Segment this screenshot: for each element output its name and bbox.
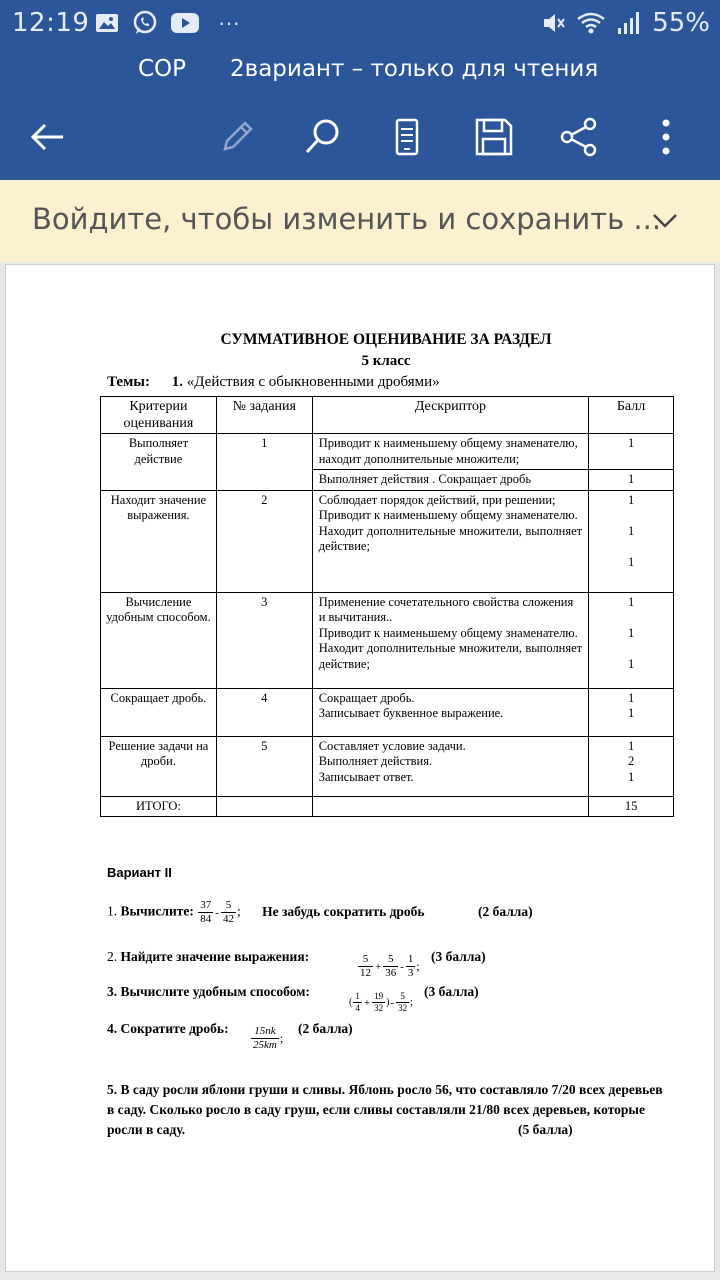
save-icon — [474, 117, 514, 157]
points-value: 1 — [627, 554, 635, 569]
fraction-numerator: 5 — [383, 953, 398, 967]
banner-text: Войдите, чтобы изменить и сохранить ... — [32, 202, 662, 236]
total-points: 15 — [589, 796, 674, 817]
total-empty-cell — [216, 796, 312, 817]
descriptor-line: Записывает ответ. — [318, 769, 414, 784]
document-page[interactable] — [5, 264, 715, 1272]
question-4-label: 4. Сократите дробь: — [107, 1021, 229, 1036]
whatsapp-icon — [132, 10, 158, 36]
criterion-cell: Сокращает дробь. — [101, 688, 217, 736]
points-value: 1 — [627, 492, 635, 507]
descriptor-cell — [312, 490, 588, 592]
expression-2 — [357, 953, 420, 980]
points-value: 1 — [627, 523, 635, 538]
operator: - — [390, 996, 395, 1009]
header-criteria: Критерии оценивания — [101, 397, 217, 434]
table-row — [101, 490, 674, 592]
fraction-denominator: 84 — [200, 913, 212, 925]
variant-heading: Вариант II — [107, 865, 172, 880]
descriptor-cell: Приводит к наименьшему общему знаменателю, находит дополнительные множители; — [312, 434, 588, 470]
fraction-numerator: 5 — [396, 991, 409, 1003]
operator: - — [215, 906, 219, 919]
fraction-numerator: 1 — [355, 991, 360, 1001]
punctuation: ; — [416, 959, 420, 973]
fraction — [198, 899, 213, 926]
descriptor-line: Сокращает дробь. — [318, 690, 415, 705]
more-icon — [646, 117, 686, 157]
task-cell: 2 — [216, 490, 312, 592]
fraction-denominator: 42 — [222, 913, 234, 925]
question-label: Вычислите: — [120, 903, 194, 919]
header-points: Балл — [589, 397, 674, 434]
fraction-numerator: 19 — [374, 991, 384, 1001]
table-row — [101, 688, 674, 736]
fraction-denominator: 32 — [374, 1003, 384, 1013]
points-cell — [589, 592, 674, 688]
fraction-denominator: 4 — [355, 1003, 360, 1013]
criterion-cell: Вычисление удобным способом. — [101, 592, 217, 688]
total-label: ИТОГО: — [101, 796, 217, 817]
punctuation: ; — [279, 1031, 284, 1045]
descriptor-line: Выполняет действия. — [318, 754, 433, 768]
fraction-numerator: 5 — [221, 899, 236, 913]
question-3-label: 3. Вычислите удобным способом: — [107, 984, 310, 999]
fraction — [406, 953, 416, 980]
criteria-table — [100, 396, 674, 817]
fraction — [396, 991, 409, 1014]
descriptor-cell: Выполняет действия . Сокращает дробь — [312, 470, 588, 491]
punctuation: ; — [236, 903, 241, 919]
table-header-row — [101, 397, 674, 434]
descriptor-line: Применение сочетательного свойства сложения и вычитания.. — [318, 594, 574, 624]
fraction — [358, 953, 373, 980]
fraction-denominator: 3 — [407, 967, 414, 979]
question-5 — [107, 1080, 667, 1140]
status-bar — [0, 0, 720, 48]
total-empty-cell — [312, 796, 588, 817]
criterion-cell: Находит значение выражения. — [101, 490, 217, 592]
fraction-numerator: 37 — [200, 899, 212, 911]
share-button[interactable] — [554, 112, 604, 162]
operator: - — [400, 960, 404, 973]
document-title: 2вариант – только для чтения — [230, 56, 599, 82]
back-arrow-icon — [27, 117, 67, 157]
topics-number: 1. — [171, 374, 184, 390]
more-button[interactable] — [641, 112, 691, 162]
criterion-cell: Выполняет действие — [101, 434, 217, 491]
criterion-cell: Решение задачи на дроби. — [101, 736, 217, 796]
question-points: (2 балла) — [477, 903, 533, 919]
table-row — [101, 592, 674, 688]
signal-icon — [616, 10, 642, 36]
fraction-denominator: 32 — [398, 1003, 408, 1013]
points-value: 1 — [627, 625, 635, 640]
paren: ( — [349, 997, 353, 1008]
task-cell: 3 — [216, 592, 312, 688]
topics-line — [107, 374, 440, 391]
battery-level: 55% — [652, 8, 710, 38]
question-number: 1. — [107, 903, 118, 919]
points-cell — [589, 736, 674, 796]
points-value: 1 — [627, 656, 635, 671]
edit-pencil-icon — [217, 117, 257, 157]
question-1 — [107, 899, 533, 926]
fraction — [251, 1025, 279, 1052]
question-number: 2. — [107, 949, 118, 964]
descriptor-line: Составляет условие задачи. — [318, 738, 466, 753]
table-row — [101, 736, 674, 796]
fraction-numerator: 5 — [358, 953, 373, 967]
fraction-denominator: 25km — [253, 1039, 277, 1051]
points-value: 1 — [627, 769, 635, 784]
edit-button[interactable] — [212, 112, 262, 162]
total-row — [101, 796, 674, 817]
expression-4 — [250, 1025, 283, 1052]
operator: + — [375, 960, 382, 973]
fraction — [221, 899, 236, 926]
points-value: 1 — [627, 738, 635, 753]
youtube-icon — [170, 11, 200, 35]
status-time: 12:19 — [12, 8, 90, 38]
descriptor-cell — [312, 736, 588, 796]
back-button[interactable] — [22, 112, 72, 162]
question-label: Найдите значение выражения: — [120, 949, 310, 964]
title-bar — [0, 48, 720, 94]
descriptor-cell — [312, 688, 588, 736]
status-right — [540, 8, 710, 38]
descriptor-line: Соблюдает порядок действий, при решении; — [318, 492, 556, 507]
grade-heading: 5 класс — [361, 353, 411, 369]
expression-3 — [349, 991, 413, 1014]
folder-label: СОР — [138, 56, 187, 82]
question-note: Не забудь сократить дробь — [262, 903, 425, 919]
mute-icon — [540, 10, 566, 36]
fraction-denominator: 12 — [360, 967, 371, 979]
points-value: 1 — [627, 594, 635, 609]
paren: ) — [386, 997, 390, 1008]
search-button[interactable] — [298, 112, 348, 162]
fraction-numerator: 1 — [407, 953, 414, 965]
points-cell — [589, 490, 674, 592]
fraction — [383, 953, 398, 980]
header-task-number: № задания — [216, 397, 312, 434]
topics-text: «Действия с обыкновенными дробями» — [186, 374, 440, 390]
points-cell: 1 — [589, 434, 674, 470]
question-2 — [107, 949, 309, 965]
sign-in-banner[interactable] — [0, 180, 720, 262]
header-descriptor: Дескриптор — [312, 397, 588, 434]
task-cell: 5 — [216, 736, 312, 796]
topics-label: Темы: — [107, 374, 151, 390]
descriptor-line: Находит дополнительные множители, выполняет действие; — [318, 641, 583, 671]
table-row — [101, 434, 674, 470]
points-value: 2 — [627, 754, 635, 768]
wifi-icon — [576, 10, 606, 36]
toolbar — [0, 94, 720, 180]
points-cell: 1 — [589, 470, 674, 491]
operator: + — [363, 996, 371, 1009]
question-points: (3 балла) — [424, 984, 479, 999]
share-icon — [559, 117, 599, 157]
notification-icons — [94, 10, 240, 36]
chevron-down-icon[interactable] — [650, 206, 680, 236]
fraction — [372, 991, 385, 1014]
reading-view-icon — [387, 117, 427, 157]
points-value: 1 — [627, 690, 635, 705]
more-notifications: ··· — [218, 10, 240, 35]
points-cell — [589, 688, 674, 736]
gallery-icon — [94, 11, 120, 35]
points-value: 1 — [627, 706, 635, 720]
document-heading: СУММАТИВНОЕ ОЦЕНИВАНИЕ ЗА РАЗДЕЛ — [220, 331, 552, 348]
fraction — [353, 991, 362, 1014]
descriptor-line: Приводит к наименьшему общему знаменателю. — [318, 625, 578, 640]
descriptor-line: Записывает буквенное выражение. — [318, 706, 504, 720]
search-icon — [303, 117, 343, 157]
save-button[interactable] — [469, 112, 519, 162]
descriptor-line: Находит дополнительные множители, выполняет действие; — [318, 523, 583, 553]
punctuation: ; — [410, 997, 413, 1008]
task-cell: 4 — [216, 688, 312, 736]
descriptor-cell — [312, 592, 588, 688]
question-5-text: 5. В саду росли яблони груши и сливы. Яблонь росло 56, что составляло 7/20 всех деревьев в саду. Сколько росло в саду груш, если сливы составляли 21/80 всех деревьев, которые росли в саду. — [107, 1082, 663, 1137]
fraction-denominator: 36 — [385, 967, 397, 979]
reading-view-button[interactable] — [382, 112, 432, 162]
task-cell: 1 — [216, 434, 312, 491]
question-points: (3 балла) — [431, 949, 486, 964]
question-points: (5 балла) — [518, 1122, 573, 1137]
descriptor-line: Приводит к наименьшему общему знаменателю. — [318, 508, 578, 522]
document-content — [6, 265, 716, 1273]
question-points: (2 балла) — [298, 1021, 353, 1036]
fraction-numerator: 15nk — [251, 1025, 279, 1039]
